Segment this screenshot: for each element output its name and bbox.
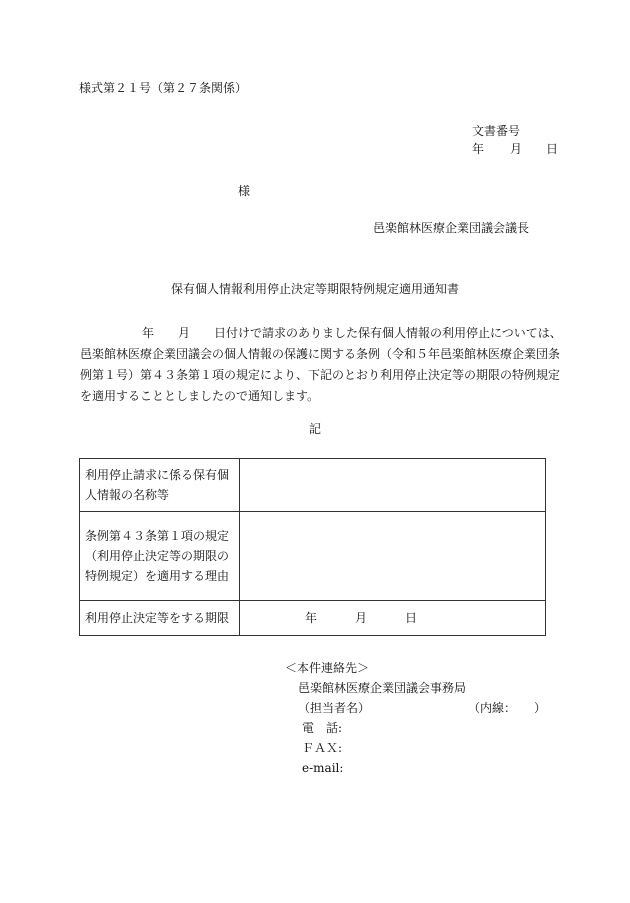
contact-person-line — [285, 698, 546, 718]
deadline-month: 月 — [355, 611, 368, 625]
contact-block — [285, 658, 546, 778]
addressee-suffix: 様 — [238, 184, 251, 198]
row-value-deadline[interactable] — [240, 601, 546, 636]
row-label-line: 利用停止請求に係る保有個 — [85, 468, 230, 482]
issue-date-year: 年 — [472, 142, 485, 156]
row-value-information-name[interactable] — [240, 459, 546, 512]
deadline-date — [245, 608, 545, 628]
ki-heading: 記 — [308, 422, 321, 436]
row-label-line: 条例第４３条第１項の規定 — [85, 529, 230, 543]
contact-heading: ＜本件連絡先＞ — [285, 661, 370, 675]
contact-person-label: （担当者名） — [298, 701, 371, 715]
issue-date-month: 月 — [510, 142, 523, 156]
row-label-information-name — [80, 459, 240, 512]
body-text — [80, 323, 562, 407]
body-line: を適用することとしましたので通知します。 — [80, 389, 320, 403]
body-line: 年 月 日付けで請求のありました保有個人情報の利用停止については、 — [142, 326, 562, 340]
row-label-deadline: 利用停止決定等をする期限 — [80, 601, 240, 636]
contact-office: 邑楽館林医療企業団議会事務局 — [298, 681, 467, 695]
details-table — [79, 458, 546, 636]
contact-extension-label: （内線： ） — [468, 701, 547, 715]
document-title: 保有個人情報利用停止決定等期限特例規定適用通知書 — [170, 282, 459, 296]
form-number: 様式第２１号（第２７条関係） — [79, 81, 248, 95]
document-number-label: 文書番号 — [472, 124, 521, 138]
body-line: 例第１号）第４３条第１項の規定により、下記のとおり利用停止決定等の期限の特例規定 — [80, 368, 561, 382]
issue-date — [472, 143, 558, 155]
contact-phone-label: 電 話: — [302, 721, 343, 735]
deadline-day: 日 — [405, 611, 418, 625]
row-label-reason — [80, 512, 240, 601]
contact-fax-label: ＦＡＸ: — [302, 741, 343, 755]
table-row — [80, 601, 546, 636]
sender: 邑楽館林医療企業団議会議長 — [373, 221, 530, 235]
body-line: 邑楽館林医療企業団議会の個人情報の保護に関する条例（令和５年邑楽館林医療企業団条 — [80, 347, 561, 361]
row-value-reason[interactable] — [240, 512, 546, 601]
deadline-year: 年 — [305, 611, 318, 625]
row-label-line: 特例規定）を適用する理由 — [85, 569, 230, 583]
table-row — [80, 459, 546, 512]
row-label-line: 人情報の名称等 — [85, 488, 170, 502]
contact-email-label: e-mail: — [302, 761, 344, 775]
issue-date-day: 日 — [546, 142, 559, 156]
table-row — [80, 512, 546, 601]
row-label-line: （利用停止決定等の期限の — [85, 549, 230, 563]
